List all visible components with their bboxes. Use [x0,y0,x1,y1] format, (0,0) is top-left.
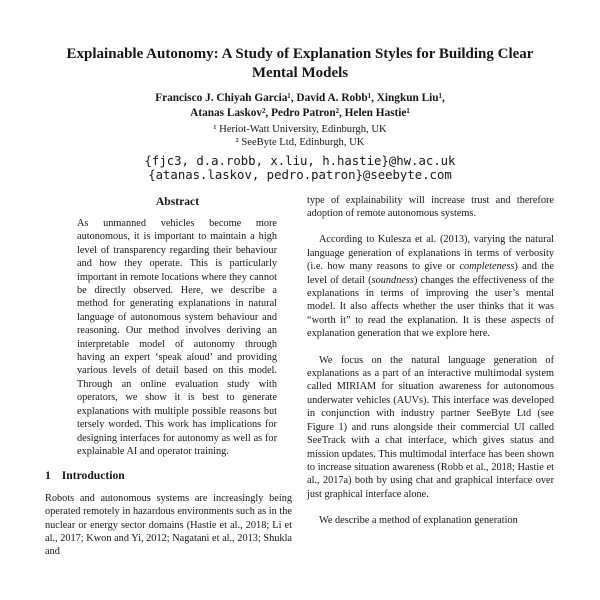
section-title: Introduction [61,469,125,483]
abstract-text: As unmanned vehicles become more autonomous, it is important to maintain a high level of transparency regarding their behaviour and how they operate. This is particularly important in remote locations where they cannot be directly observed. Here, we describe a method for generating explanations in natural language of autonomous system behaviour and reasoning. Our method involves deriving an interpretable model of autonomy through having an expert ‘speak aloud’ and providing various levels of detail based on this model. Through an online evaluation study with operators, we show it is best to generate explanations with multiple possible reasons but tersely worded. This work has implications for designing interfaces for autonomy as well as for explainable AI and operator training. [77,218,277,457]
authors-line-1: Francisco J. Chiyah Garcia¹, David A. Robb¹, Xingkun Liu¹, [155,92,445,104]
italic-term-completeness: completeness [459,261,515,273]
affiliation-line-1: ¹ Heriot-Watt University, Edinburgh, UK [213,124,387,135]
section-heading-introduction [45,469,292,482]
italic-term-soundness: soundness [371,274,414,286]
right-column [307,194,554,559]
paper-title: Explainable Autonomy: A Study of Explanation Styles for Building Clear Mental Models [66,46,534,81]
introduction-paragraph: Robots and autonomous systems are increasingly being operated remotely in hazardous environments such as in the nuclear or energy sector domains (Hastie et al., 2018; Li et al., 2017; Kwon and Yi, 2012; Nagatani et al., 2013; Shukla and [45,492,292,558]
authors-line-2: Atanas Laskov², Pedro Patron², Helen Hastie¹ [190,107,410,119]
section-number: 1 [45,469,51,483]
left-column [45,194,292,559]
paragraph-text: ) changes the effectiveness of the explanations in terms of improving the user’s mental model. It also affects whether the user thinks that it was “worth it” to read the explanation. It is these aspects of explanation generation that we explore here. [307,274,554,340]
paragraph-kulesza [307,233,554,340]
affiliation-line-2: ² SeeByte Ltd, Edinburgh, UK [235,136,365,148]
abstract-heading: Abstract [155,194,200,208]
paragraph-continuation: type of explainability will increase trust and therefore adoption of remote autonomous systems. [307,194,554,219]
paragraph-text: According to Kulesza et al. (2013), varying the natural language generation of explanations in terms of verbosity (i.e. how many reasons to give or [307,234,554,273]
two-column-body [0,194,600,559]
email-line-1: {fjc3, d.a.robb, x.liu, h.hastie}@hw.ac.uk [144,153,456,168]
affiliation-block [0,124,600,150]
author-block [0,91,600,121]
paragraph-miriam: We focus on the natural language generation of explanations as a part of an interactive multimodal system called MIRIAM for situation awareness for autonomous underwater vehicles (AUVs). This interface was developed in conjunction with industry partner SeeByte Ltd (see Figure 1) and runs alongside their commercial UI called SeeTrack with a chat interface, which gives status and mission updates. This multimodal interface has been shown to increase situation awareness (Robb et al., 2018; Hastie et al., 2017a) both by using chat and graphical interface over just graphical interface alone. [307,354,554,500]
email-block [0,154,600,182]
email-line-2: {atanas.laskov, pedro.patron}@seebyte.com [148,167,452,182]
paragraph-text: ) and the level of detail ( [307,261,554,286]
paragraph-method: We describe a method of explanation generation [319,515,518,527]
